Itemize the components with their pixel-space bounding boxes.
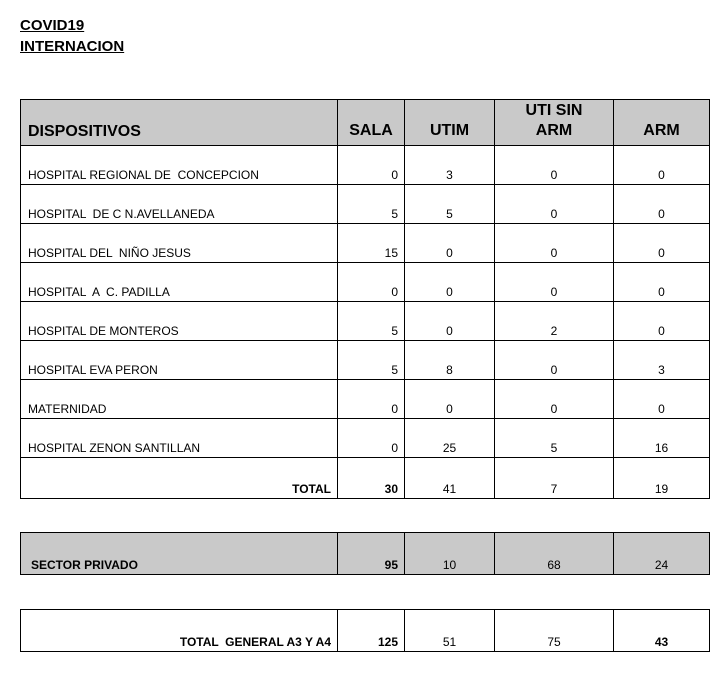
total-general-row	[21, 610, 710, 652]
total-general-utim: 51	[405, 610, 495, 652]
row-utim: 3	[405, 146, 495, 185]
sector-privado-row	[21, 533, 710, 575]
internacion-table	[20, 99, 710, 499]
sector-privado-sala: 95	[338, 533, 405, 575]
header-dispositivos: DISPOSITIVOS	[21, 100, 338, 146]
title-covid19: COVID19	[20, 17, 85, 34]
sector-privado-utim: 10	[405, 533, 495, 575]
row-name: HOSPITAL DE C N.AVELLANEDA	[21, 185, 338, 224]
sector-privado-uti-sin-arm: 68	[495, 533, 614, 575]
row-sala: 0	[338, 380, 405, 419]
row-sala: 5	[338, 341, 405, 380]
row-arm: 0	[614, 224, 710, 263]
row-utim: 0	[405, 380, 495, 419]
header-uti-sin-arm: UTI SIN ARM	[495, 100, 614, 146]
row-uti-sin-arm: 0	[495, 185, 614, 224]
row-sala: 5	[338, 302, 405, 341]
row-sala: 0	[338, 146, 405, 185]
table-row	[21, 341, 710, 380]
row-uti-sin-arm: 0	[495, 263, 614, 302]
row-utim: 0	[405, 263, 495, 302]
sector-privado-table	[20, 532, 710, 575]
row-name: HOSPITAL ZENON SANTILLAN	[21, 419, 338, 458]
header-row	[21, 100, 710, 146]
header-arm: ARM	[614, 100, 710, 146]
header-sala: SALA	[338, 100, 405, 146]
total-uti-sin-arm: 7	[495, 458, 614, 499]
total-sala: 30	[338, 458, 405, 499]
table-row	[21, 146, 710, 185]
row-arm: 0	[614, 185, 710, 224]
row-name: HOSPITAL EVA PERON	[21, 341, 338, 380]
row-name: HOSPITAL DEL NIÑO JESUS	[21, 224, 338, 263]
row-utim: 5	[405, 185, 495, 224]
row-arm: 0	[614, 263, 710, 302]
row-uti-sin-arm: 0	[495, 224, 614, 263]
total-label: TOTAL	[21, 458, 338, 499]
row-sala: 15	[338, 224, 405, 263]
row-uti-sin-arm: 0	[495, 341, 614, 380]
row-name: HOSPITAL DE MONTEROS	[21, 302, 338, 341]
row-name: MATERNIDAD	[21, 380, 338, 419]
row-uti-sin-arm: 5	[495, 419, 614, 458]
row-arm: 0	[614, 146, 710, 185]
row-name: HOSPITAL REGIONAL DE CONCEPCION	[21, 146, 338, 185]
sector-privado-label: SECTOR PRIVADO	[21, 533, 338, 575]
row-utim: 0	[405, 224, 495, 263]
row-uti-sin-arm: 0	[495, 146, 614, 185]
total-row	[21, 458, 710, 499]
table-row	[21, 380, 710, 419]
total-general-table	[20, 609, 710, 652]
row-sala: 0	[338, 419, 405, 458]
total-general-arm: 43	[614, 610, 710, 652]
table-row	[21, 302, 710, 341]
row-uti-sin-arm: 0	[495, 380, 614, 419]
row-arm: 16	[614, 419, 710, 458]
table-row	[21, 263, 710, 302]
sector-privado-arm: 24	[614, 533, 710, 575]
total-utim: 41	[405, 458, 495, 499]
table-row	[21, 185, 710, 224]
row-arm: 0	[614, 302, 710, 341]
total-general-uti-sin-arm: 75	[495, 610, 614, 652]
total-general-sala: 125	[338, 610, 405, 652]
row-utim: 25	[405, 419, 495, 458]
table-row	[21, 419, 710, 458]
row-uti-sin-arm: 2	[495, 302, 614, 341]
total-arm: 19	[614, 458, 710, 499]
total-general-label: TOTAL GENERAL A3 Y A4	[21, 610, 338, 652]
row-sala: 0	[338, 263, 405, 302]
table-row	[21, 224, 710, 263]
row-arm: 3	[614, 341, 710, 380]
row-name: HOSPITAL A C. PADILLA	[21, 263, 338, 302]
row-utim: 0	[405, 302, 495, 341]
row-utim: 8	[405, 341, 495, 380]
row-sala: 5	[338, 185, 405, 224]
row-arm: 0	[614, 380, 710, 419]
header-utim: UTIM	[405, 100, 495, 146]
title-internacion: INTERNACION	[20, 38, 125, 55]
